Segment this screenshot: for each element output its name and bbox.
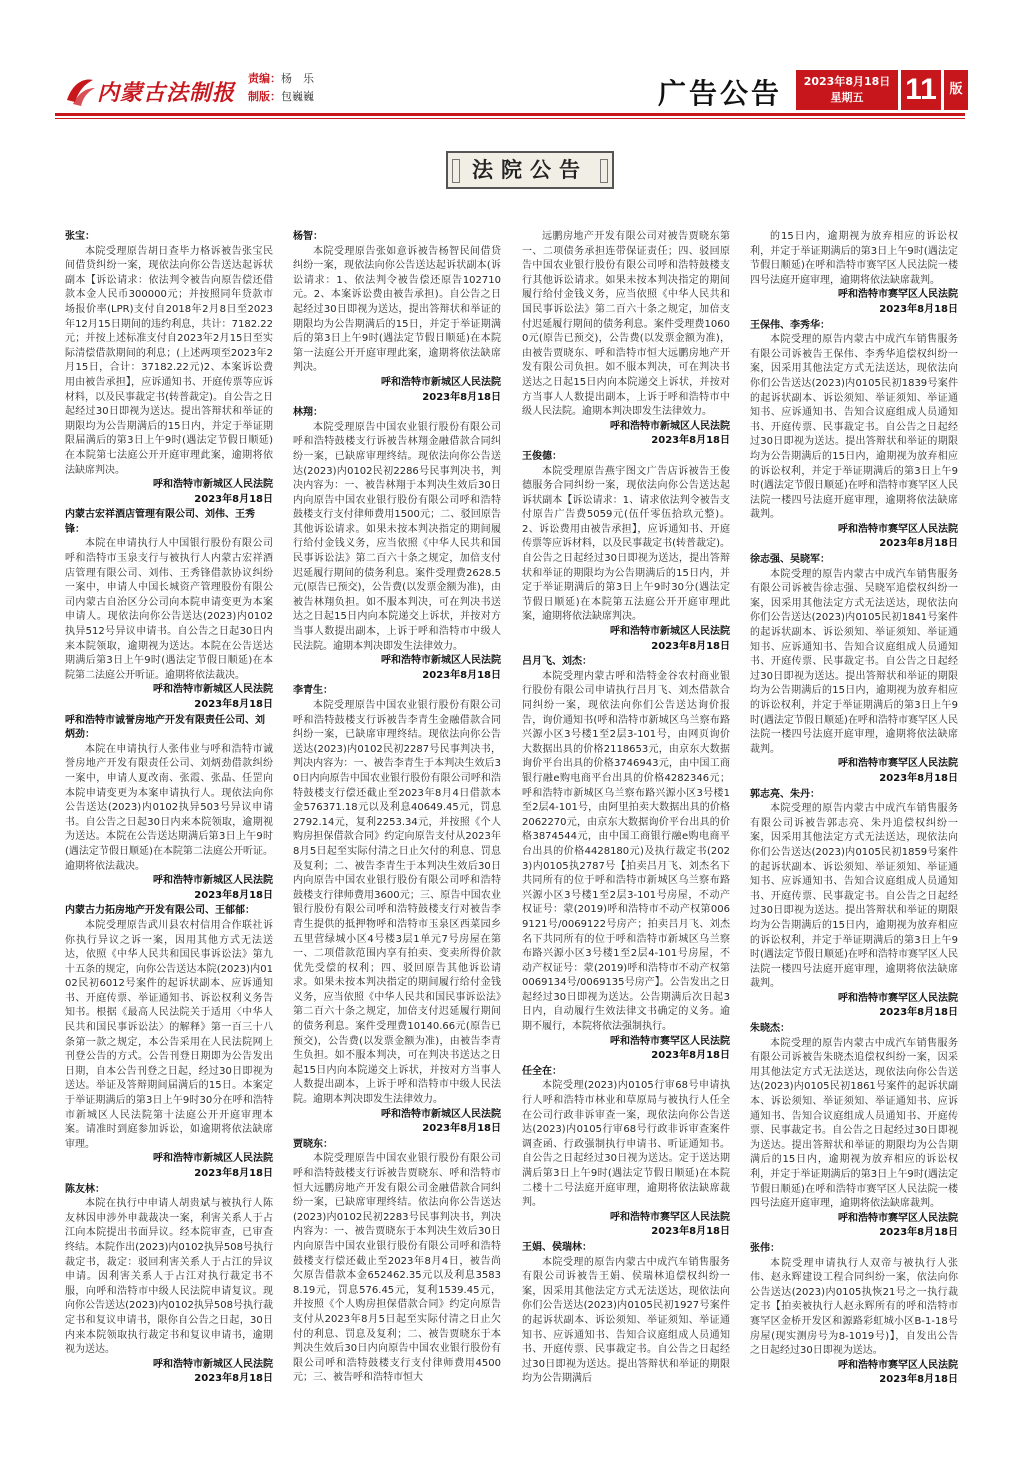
notice-entry [750,1022,958,1241]
notice-entry [65,508,273,712]
notice-party: 张宝： [65,231,95,242]
notice-date: 2023年8月18日 [651,435,730,447]
notice-entry [522,1065,730,1240]
notice-party: 徐志强、吴晓军： [750,554,830,566]
notice-entry [65,904,273,1181]
notice-party: 陈友林： [65,1183,105,1195]
notice-court: 呼和浩特市新城区人民法院 [153,684,273,696]
notice-body: 本院受理申请执行人双帝与被执行人张伟、赵永辉建设工程合同纠纷一案，依法向你公告送达(2023)内0105执恢21号之一执行裁定书【拍卖被执行人赵永辉所有的呼和浩特市赛罕区金桥开发区和源路彩虹城小区B-1-18号房屋(现实测房号为8-1019号)】，自发出公告之日起经过30日即视为送达。 [750,1257,958,1357]
notice-court: 呼和浩特市赛罕区人民法院 [838,1359,958,1371]
notice-court: 呼和浩特市新城区人民法院 [381,655,501,667]
notice-court: 呼和浩特市赛罕区人民法院 [610,1211,730,1223]
notice-entry [293,1138,501,1386]
notice-column-1 [65,230,273,1388]
notice-party: 杨智： [293,231,323,242]
notice-body: 本院在申请执行人中国银行股份有限公司呼和浩特市玉泉支行与被执行人内蒙古宏祥酒店管理有限公司、刘伟、王秀锋借款协议纠纷一案中，申请人中国长城资产管理股份有限公司内蒙古自治区分公司向本院申请变更为本案申请人。现依法向你公告送达(2023)内0102执异512号异议申请书。自公告之日起30日内来本院领取，逾期视为送达。本院在公告送达期满后第3日上午9时(遇法定节假日顺延)在本院第二法庭公开听证。逾期将依法裁决。 [65,538,273,681]
notice-date: 2023年8月18日 [651,1226,730,1238]
notice-body: 本院受理的原告内蒙古中成汽车销售服务有限公司诉被告王保伟、李秀华追偿权纠纷一案，因采用其他法定方式无法送达，现依法向你们公告送达(2023)内0105民初1839号案件的起诉状副本、诉讼须知、举证须知、举证通知书、应诉通知书、告知合议庭组成人员通知书、开庭传票、民事裁定书。自公告之日起经过30日即视为送达。提出答辩状和举证的期限均为公告期满后的15日内，逾期视为放弃相应的诉讼权利，并定于举证期满后的第3日上午9时(遇法定节假日顺延)在呼和浩特市赛罕区人民法院一楼四号法庭开庭审理，逾期将依法缺席裁判。 [750,334,958,521]
notice-entry [522,450,730,654]
notice-column-2 [293,230,501,1387]
notice-court: 呼和浩特市赛罕区人民法院 [838,992,958,1004]
notice-date: 2023年8月18日 [422,391,501,403]
notice-column-3 [522,230,730,1388]
notice-court: 呼和浩特市赛罕区人民法院 [838,1212,958,1224]
page-suffix: 版 [944,70,968,110]
notice-body: 本院受理(2023)内0105行审68号申请执行人呼和浩特市林业和草原局与被执行人任全在公司行政非诉审查一案，现依法向你公告送达(2023)内0105行审68号行政非诉审查案件调查函、行政强制执行申请书、听证通知书。自公告之日起经过30日视为送达。定于送达期满后第3日上午9时(遇法定节假日顺延)在本院二楼十二号法庭开庭审理，逾期将依法缺席裁判。 [522,1080,730,1209]
notice-date: 2023年8月18日 [194,1168,273,1179]
notice-party: 王俊德： [522,450,562,462]
notice-body: 本院受理的原告内蒙古中成汽车销售服务有限公司诉被告王娟、侯瑞林追偿权纠纷一案，因采用其他法定方式无法送达，现依法向你们公告送达(2023)内0105民初1927号案件的起诉状副本、诉讼须知、举证须知、举证通知书、应诉通知书、告知合议庭组成人员通知书、开庭传票、民事裁定书。自公告之日起经过30日即视为送达。提出答辩状和举证的期限均为公告期满后 [522,1256,730,1385]
notice-body: 本院受理原告中国农业银行股份有限公司呼和浩特鼓楼支行诉被告贾晓东、呼和浩特市恒大远鹏房地产开发有限公司金融借款合同纠纷一案，已缺席审理终结。依法向你公告送达(2023)内0102民初2283号民事判决书，判决内容为：一、被告贾晓东于本判决生效后30日内向原告中国农业银行股份有限公司呼和浩特鼓楼支行偿还截止至2023年8月4日，被告尚欠原告借款本金652462.35元以及利息35838.19元，罚息576.45元，复利1539.45元，并按照《个人购房担保借款合同》约定向原告支付从2023年8月5日起至实际付清之日止欠付的利息、罚息及复利；二、被告贾晓东于本判决生效后30日内向原告中国农业银行股份有限公司呼和浩特鼓楼支行支付律师费用4500元；三、被告呼和浩特市恒大 [293,1153,501,1384]
editor-name: 杨 乐 [281,72,314,85]
notice-entry [750,788,958,1022]
notice-body: 本院受理原告燕宇图文广告店诉被告王俊德服务合同纠纷一案，现依法向你公告送达起诉状副本【诉讼请求：1、请求依法判令被告支付原告广告费5059元(伍仟零伍拾玖元整)。2、诉讼费用由被告承担】，应诉通知书、开庭传票等应诉材料，以及民事裁定书(转普裁定)。自公告之日起经过30日即视为送达，提出答辩状和举证的期限均为公告期满后的15日内，并定于举证期满后的第3日上午9时30分(遇法定节假日顺延)在本院第五法庭公开开庭审理此案，逾期将依法缺席判决。 [522,465,730,623]
notice-entry [65,230,273,507]
newspaper-logo-icon [63,74,97,108]
masthead [55,70,975,112]
notice-date: 2023年8月18日 [651,1050,730,1062]
notice-date: 2023年8月18日 [879,303,958,315]
notice-entry [522,230,730,449]
notice-date: 2023年8月18日 [194,699,273,710]
notice-body: 本院受理的原告内蒙古中成汽车销售服务有限公司诉被告朱晓杰追偿权纠纷一案，因采用其他法定方式无法送达，现依法向你公告送达(2023)内0105民初1861号案件的起诉状副本、诉讼须知、举证须知、举证通知书、应诉通知书、告知合议庭组成人员通知书、开庭传票、民事裁定书。自公告之日起经过30日即视为送达。提出答辩状和举证的期限均为公告期满后的15日内，逾期视为放弃相应的诉讼权利，并定于举证期满后的第3日上午9时(遇法定节假日顺延)在呼和浩特市赛罕区人民法院一楼四号法庭开庭审理，逾期将依法缺席裁判。 [750,1037,958,1210]
notice-court: 呼和浩特市新城区人民法院 [381,376,501,388]
notice-date: 2023年8月18日 [879,1374,958,1386]
notice-entry [522,655,730,1064]
notice-party: 李青生： [293,685,333,697]
notice-body: 本院受理原告中国农业银行股份有限公司呼和浩特鼓楼支行诉被告林翔金融借款合同纠纷一案，已缺席审理终结。现依法向你公告送达(2023)内0102民初2286号民事判决书，判决内容为：一、被告林翔于本判决生效后30日内向原告中国农业银行股份有限公司呼和浩特鼓楼支行支付律师费用1500元；二、驳回原告其他诉讼请求。如果未按本判决指定的期间履行给付金钱义务，应当依照《中华人民共和国民事诉讼法》第二百六十条之规定，加倍支付迟延履行期间的债务利息。案件受理费2628.5元(原告已预交)，公告费(以发票金额为准)，由被告林翔负担。如不服本判决，可在判决书送达之日起15日内向本院递交上诉状，并按对方当事人数提出副本，上诉于呼和浩特市中级人民法院。逾期本判决即发生法律效力。 [293,421,501,652]
notice-date: 2023年8月18日 [194,889,273,901]
notice-court: 呼和浩特市新城区人民法院 [610,420,730,432]
notice-date: 2023年8月18日 [422,1123,501,1135]
editor-credits [248,70,314,106]
notice-entry [750,319,958,553]
notice-entry [522,1241,730,1387]
page-number: 11 [901,70,941,110]
notice-entry [750,553,958,787]
notice-party: 内蒙古宏祥酒店管理有限公司、刘伟、王秀锋： [65,509,255,535]
notice-body: 本院受理原告胡日查毕力格诉被告张宝民间借贷纠纷一案，现依法向你公告送达起诉状副本【诉讼请求：依法判令被告向原告偿还借款本金人民币300000元；并按照同年贷款市场报价率(LPR)支付自2018年2月8日至2023年12月15日期间的违约利息，共计：7182.22元；并按上述标准支付自2023年2月15日至实际清偿借款期间的利息；(上述两项至2023年2月15日，合计：37182.22元)2、本案诉讼费用由被告承担】，应诉通知书、开庭传票等应诉材料，以及民事裁定书(转普裁定)。自公告之日起经过30日即视为送达。提出答辩状和举证的期限均为公告期满后的15日内，并定于举证期限届满后的第3日上午9时(遇法定节假日顺延)在本院第七法庭公开开庭审理此案，逾期将依法缺席判决。 [65,245,273,476]
notice-entry [293,230,501,405]
notice-party: 呼和浩特市诚誉房地产开发有限责任公司、刘炳劲： [65,714,265,741]
notice-court: 呼和浩特市新城区人民法院 [153,479,273,491]
producer-name: 包巍巍 [281,90,314,103]
header-rule-thin [55,118,965,119]
issue-date: 2023年8月18日 [803,75,891,88]
notice-body: 本院受理内蒙古呼和浩特金谷农村商业银行股份有限公司申请执行吕月飞、刘杰借款合同纠纷一案，现依法向你们公告送达询价报告，询价通知书(呼和浩特市新城区乌兰察布路兴源小区3号楼1至2层3-101号，由网页询价大数据出具的价格2118653元，由京东大数据询价平台出具的价格3746943元，由中国工商银行融e购电商平台出具的价格4282346元；呼和浩特市新城区乌兰察布路兴源小区3号楼1至2层4-101号，由阿里拍卖大数据出具的价格2062270元，由京东大数据询价平台出具的价格3874544元，由中国工商银行融e购电商平台出具的价格4428180元)及执行裁定书(2023)内0105执2787号【拍卖吕月飞、刘杰名下共同所有的位于呼和浩特市新城区乌兰察布路兴源小区3号楼1至2层3-101号房屋，不动产权证号：蒙(2019)呼和浩特市不动产权第0069121号/0069122号房产；拍卖吕月飞、刘杰名下共同所有的位于呼和浩特市新城区乌兰察布路兴源小区3号楼1至2层4-101号房屋，不动产权证号：蒙(2019)呼和浩特市不动产权第0069134号/0069135号房产】。公告发出之日起经过30日即视为送达。公告期满后次日起3日内，自动履行生效法律文书确定的义务。逾期不履行，本院将依法强制执行。 [522,670,730,1033]
notice-date: 2023年8月18日 [194,1373,273,1385]
notice-body: 远鹏房地产开发有限公司对被告贾晓东第一、二项债务承担连带保证责任；四、驳回原告中国农业银行股份有限公司呼和浩特鼓楼支行其他诉讼请求。如果未按本判决指定的期间履行给付金钱义务，应当依照《中华人民共和国民事诉讼法》第二百六十条之规定，加倍支付迟延履行期间的债务利息。案件受理费10600元(原告已预交)，公告费(以发票金额为准)，由被告贾晓东、呼和浩特市恒大远鹏房地产开发有限公司负担。如不服本判决，可在判决书送达之日起15日内向本院递交上诉状，并按对方当事人人数提出副本，上诉于呼和浩特市中级人民法院。逾期本判决即发生法律效力。 [522,231,730,418]
notice-date: 2023年8月18日 [422,669,501,681]
notice-entry [750,1242,958,1388]
notice-body: 本院受理原告张如意诉被告杨智民间借贷纠纷一案，现依法向你公告送达起诉状副本(诉讼请求：1、依法判令被告偿还原告102710元。2、本案诉讼费由被告承担)。自公告之日起经过30日即视为送达，提出答辩状和举证的期限均为公告期满后的15日，并定于举证期满后的第3日上午9时(遇法定节假日顺延)在本院第一法庭公开开庭审理此案，逾期将依法缺席判决。 [293,245,501,374]
notice-date: 2023年8月18日 [194,493,273,505]
notice-entry [65,714,273,904]
notice-body: 本院受理的原告内蒙古中成汽车销售服务有限公司诉被告徐志强、吴晓军追偿权纠纷一案，因采用其他法定方式无法送达，现依法向你们公告送达(2023)内0105民初1841号案件的起诉状副本、诉讼须知、举证须知、举证通知书、应诉通知书、告知合议庭组成人员通知书、开庭传票、民事裁定书。自公告之日起经过30日即视为送达。提出答辩状和举证的期限均为公告期满后的15日内，逾期视为放弃相应的诉讼权利，并定于举证期满后的第3日上午9时(遇法定节假日顺延)在呼和浩特市赛罕区人民法院一楼四号法庭开庭审理，逾期将依法缺席裁判。 [750,568,958,755]
notice-party: 林翔： [293,407,323,419]
notice-court: 呼和浩特市新城区人民法院 [610,626,730,638]
notice-body: 本院受理原告武川县农村信用合作联社诉你执行异议之诉一案，因用其他方式无法送达，依照《中华人民共和国民事诉讼法》第九十五条的规定，向你公告送达本院(2023)内0102民初6012号案件的起诉状副本、应诉通知书、开庭传票、举证通知书、诉讼权利义务告知书。根据《最高人民法院关于适用〈中华人民共和国民事诉讼法〉的解释》第一百三十八条第一款之规定，本公告采用在人民法院网上刊登公告的方式。公告刊登日期即为公告发出日期，自本公告刊登之日起，经过30日即视为送达。举证及答辩期间届满后的15日。本案定于举证期满后的第3日上午9时30分在呼和浩特市新城区人民法院第十法庭公开开庭审理本案。请准时到庭参加诉讼，如逾期将依法缺席审理。 [65,919,273,1150]
notice-date: 2023年8月18日 [879,538,958,550]
notice-entry [293,406,501,683]
notice-court: 呼和浩特市赛罕区人民法院 [838,289,958,301]
notice-body: 的15日内，逾期视为放弃相应的诉讼权利，并定于举证期满后的第3日上午9时(遇法定节假日顺延)在呼和浩特市赛罕区人民法院一楼四号法庭开庭审理，逾期将依法缺席裁判。 [750,231,958,286]
notice-party: 王娟、侯瑞林： [522,1241,592,1253]
notice-court: 呼和浩特市赛罕区人民法院 [838,758,958,770]
newspaper-name: 内蒙古法制报 [97,80,236,106]
notice-party: 内蒙古力拓房地产开发有限公司、王郁郁： [65,905,255,917]
notice-date: 2023年8月18日 [879,1227,958,1239]
notice-body: 本院受理原告中国农业银行股份有限公司呼和浩特鼓楼支行诉被告李青生金融借款合同纠纷一案，已缺席审理终结。现依法向你公告送达(2023)内0102民初2287号民事判决书，判决内容为：一、被告李青生于本判决生效后30日内向原告中国农业银行股份有限公司呼和浩特鼓楼支行偿还截止至2023年8月4日借款本金576371.18元以及利息40649.45元，罚息2792.14元，复利2253.34元，并按照《个人购房担保借款合同》约定向原告支付从2023年8月5日起至实际付清之日止欠付的利息、罚息及复利；二、被告李青生于本判决生效后30日内向原告中国农业银行股份有限公司呼和浩特鼓楼支行律师费用3600元；三、原告中国农业银行股份有限公司呼和浩特鼓楼支行对被告李青生提供的抵押物呼和浩特市玉泉区西菜园乡五里营绿城小区4号楼3层1单元7号房屋在第一、二项借款范围内享有拍卖、变卖所得价款优先受偿的权利；四、驳回原告其他诉讼请求。如果未按本判决指定的期间履行给付金钱义务，应当依照《中华人民共和国民事诉讼法》第二百六十条之规定，加倍支付迟延履行期间的债务利息。案件受理费10140.66元(原告已预交)，公告费(以发票金额为准)，由被告李青生负担。如不服本判决，可在判决书送达之日起15日内向本院递交上诉状，并按对方当事人人数提出副本，上诉于呼和浩特市中级人民法院。逾期本判决即发生法律效力。 [293,700,501,1106]
notice-party: 吕月飞、刘杰： [522,656,592,668]
section-title: 广告公告 [658,77,783,110]
notice-party: 任全在： [522,1065,562,1077]
notice-body: 本院受理的原告内蒙古中成汽车销售服务有限公司诉被告郭志亮、朱丹追偿权纠纷一案，因采用其他法定方式无法送达，现依法向你们公告送达(2023)内0105民初1859号案件的起诉状副本、诉讼须知、举证须知、举证通知书、应诉通知书、告知合议庭组成人员通知书、开庭传票、民事裁定书。自公告之日起经过30日即视为送达。提出答辩状和举证的期限均为公告期满后的15日内，逾期视为放弃相应的诉讼权利，并定于举证期满后的第3日上午9时(遇法定节假日顺延)在呼和浩特市赛罕区人民法院一楼四号法庭开庭审理，逾期将依法缺席裁判。 [750,803,958,990]
notice-party: 王保伟、李秀华： [750,319,830,331]
notice-column-4 [750,230,958,1389]
notice-court: 呼和浩特市新城区人民法院 [153,1358,273,1370]
notice-entry [65,1183,273,1387]
notice-court: 呼和浩特市新城区人民法院 [153,875,273,887]
notice-party: 贾晓东： [293,1138,333,1150]
producer-label: 制版： [248,90,281,103]
issue-weekday: 星期五 [830,91,864,104]
notice-entry [750,230,958,318]
section-banner: 法院公告 [446,151,614,189]
notice-date: 2023年8月18日 [651,640,730,652]
notice-court: 呼和浩特市赛罕区人民法院 [838,523,958,535]
notice-court: 呼和浩特市新城区人民法院 [153,1153,273,1165]
editor-label: 责编： [248,72,281,85]
issue-date-box [796,70,898,110]
notice-body: 本院在申请执行人张伟业与呼和浩特市诚誉房地产开发有限责任公司、刘炳劲借款纠纷一案中，申请人夏改南、张霞、张晶、任罡向本院申请变更为本案申请执行人。现依法向你公告送达(2023)内0102执异503号异议申请书。自公告之日起30日内来本院领取，逾期视为送达。本院在公告送达期满后第3日上午9时(遇法定节假日顺延)在本院第二法庭公开听证。逾期将依法裁决。 [65,743,273,872]
notice-body: 本院在执行中申请人胡贵斌与被执行人陈友林因申涉外申裁裁决一案，利害关系人于占江向本院提出书面异议。经本院审查，已审查终结。本院作出(2023)内0102执异508号执行裁定书，裁定：驳回利害关系人于占江的异议申请。因利害关系人于占江对执行裁定书不服，向呼和浩特市中级人民法院申请复议。现向你公告送达(2023)内0102执异508号执行裁定书和复议申请书，限你自公告之日起，30日内来本院领取执行裁定书和复议申请书，逾期视为送达。 [65,1198,273,1356]
notice-party: 郭志亮、朱丹： [750,788,820,800]
header-rule [55,113,965,116]
notice-party: 朱晓杰： [750,1023,790,1035]
notice-court: 呼和浩特市新城区人民法院 [381,1108,501,1120]
notice-date: 2023年8月18日 [879,1007,958,1019]
notice-court: 呼和浩特市赛罕区人民法院 [610,1035,730,1047]
notice-entry [293,684,501,1136]
notice-date: 2023年8月18日 [879,772,958,784]
notice-party: 张伟： [750,1242,780,1254]
